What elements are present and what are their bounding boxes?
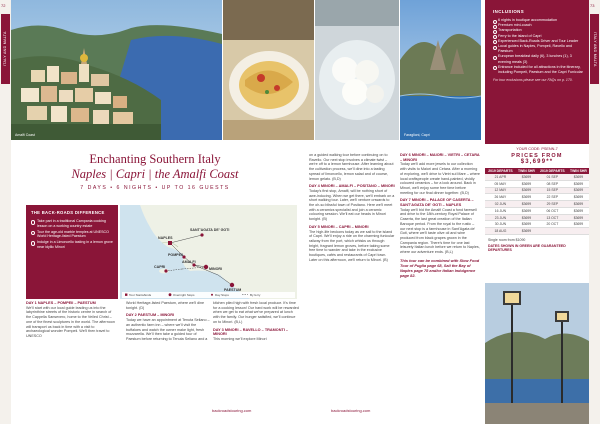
table-cell: $3699 bbox=[516, 214, 537, 221]
inclusion-item: European breakfast daily (6), 3 lunches (1), 3 evening meals (3) bbox=[493, 54, 583, 64]
right-side-tab bbox=[589, 0, 600, 424]
single-room-price: Single room from $1090 bbox=[488, 238, 526, 243]
table-row bbox=[485, 187, 589, 194]
table-cell: 06 OCT bbox=[537, 207, 568, 214]
departures-table bbox=[485, 168, 589, 235]
tour-meta: 7 DAYS • 6 NIGHTS • UP TO 16 GUESTS bbox=[80, 185, 230, 191]
day-text: Today we'll add more jewels to our collection with visits to Maiori and Cetara. After a morning of exploring, we'll drive to Vietri sul Mare – where local craftspeople create hand-painted, vividly coloured ceramics – for a look around. Back in Minori, we'll enjoy some free time before meeting for our final dinner together. (B,D) bbox=[400, 162, 480, 195]
amalfi-street-photo bbox=[485, 283, 589, 424]
table-cell: 18 AUG bbox=[485, 228, 516, 235]
table-cell: $3699 bbox=[568, 207, 589, 214]
table-cell: $3699 bbox=[516, 221, 537, 228]
inclusions-panel bbox=[485, 0, 589, 144]
map-label-paestum: PAESTUM bbox=[224, 288, 242, 292]
table-cell: 29 SEP bbox=[537, 201, 568, 208]
route-map bbox=[120, 205, 297, 299]
itinerary-column-4 bbox=[309, 153, 395, 265]
table-cell: 22 SEP bbox=[537, 194, 568, 201]
map-legend-start: Tour Starts/Ends bbox=[129, 293, 152, 297]
table-header: 2019 DEPARTS bbox=[485, 168, 516, 174]
inclusions-list bbox=[493, 18, 583, 75]
table-cell: $3699 bbox=[516, 194, 537, 201]
table-row bbox=[485, 207, 589, 214]
tour-title: Enchanting Southern Italy bbox=[89, 152, 221, 166]
day-text: Today we have an appointment at Tenuta Seliano – an authentic farm inn – where we'll visit the buffaloes and watch the owner make light, fresh mozzarella. We'll then take a guided tour of Paestum before returning to Tenuta Seliano and a bbox=[126, 318, 210, 341]
inclusion-item: Ferry to the island of Capri bbox=[493, 34, 583, 39]
table-cell: $3699 bbox=[568, 194, 589, 201]
title-block bbox=[11, 140, 299, 191]
capri-photo bbox=[400, 0, 481, 140]
price-amount: $3,699** bbox=[520, 159, 554, 165]
back-roads-heading: THE BACK-ROADS DIFFERENCE bbox=[31, 210, 105, 215]
itinerary-column-2 bbox=[126, 301, 212, 345]
amalfi-photo bbox=[11, 0, 222, 140]
table-cell: $3699 bbox=[568, 174, 589, 180]
tour-subtitle: Naples | Capri | the Amalfi Coast bbox=[71, 167, 239, 181]
table-cell: $3699 bbox=[516, 201, 537, 208]
prices-panel bbox=[485, 147, 589, 253]
capri-caption: Faraglioni, Capri bbox=[404, 133, 430, 137]
map-legend-overnight: Overnight Stops bbox=[173, 293, 195, 297]
table-cell: 02 JUN bbox=[485, 201, 516, 208]
table-cell: 15 SEP bbox=[537, 187, 568, 194]
table-row bbox=[485, 228, 589, 235]
inclusions-note: For tour exclusions please see our FAQs on p. 170. bbox=[493, 78, 573, 83]
inclusion-item: 6 nights in boutique accommodation bbox=[493, 18, 583, 23]
itinerary-column-1 bbox=[26, 301, 116, 342]
itinerary-column-3 bbox=[213, 301, 299, 345]
table-row bbox=[485, 214, 589, 221]
back-roads-list bbox=[31, 219, 113, 249]
map-legend-day-stops: Day Stops bbox=[215, 293, 229, 297]
map-label-naples: NAPLES bbox=[158, 236, 173, 240]
back-roads-item: Indulge in a Limoncello tasting in a lemon grove near idyllic Minori bbox=[31, 240, 113, 249]
map-label-pompeii: POMPEII bbox=[168, 253, 183, 257]
inclusion-item: Premium mini-coach bbox=[493, 23, 583, 28]
day-heading: DAY 1 NAPLES – POMPEII – PAESTUM bbox=[26, 301, 96, 305]
table-cell: $3699 bbox=[568, 187, 589, 194]
table-cell: 23 JUN bbox=[485, 214, 516, 221]
map-legend-ferry: By ferry bbox=[250, 293, 261, 297]
map-label-sant-agata: SANT'AGATA DE' GOTI bbox=[190, 228, 230, 232]
table-cell: 20 OCT bbox=[537, 221, 568, 228]
map-label-minori: MINORI bbox=[209, 267, 222, 271]
table-row bbox=[485, 201, 589, 208]
tour-code: YOUR CODE: PSENN-7 bbox=[516, 147, 558, 151]
amalfi-caption: Amalfi Coast bbox=[15, 133, 35, 137]
pasta-illustration bbox=[223, 0, 314, 140]
table-cell: $3699 bbox=[568, 180, 589, 187]
day-heading: DAY 7 MINORI – PALACE OF CASERTA – SANT'AGATA DE' GOTI – NAPLES bbox=[400, 198, 474, 208]
map-label-capri: CAPRI bbox=[154, 265, 166, 269]
day-text: The high-life beckons today as we sail to the island of Capri. We'll enjoy a ride on the charming funicular railway from the port, which whisks us through bright, fragrant lemon groves, before taking some free time to wander and take in the exclusive boutiques, cafés and restaurants of Capri town. Later on this afternoon, we'll return to Minori. (B) bbox=[309, 229, 395, 262]
table-cell: 26 MAY bbox=[485, 194, 516, 201]
table-cell bbox=[537, 228, 568, 235]
inclusion-item: Experienced Back-Roads Driver and Tour Leader bbox=[493, 39, 583, 44]
back-roads-item: Tour the age-old marble temples at UNESCO World Heritage-listed Paestum bbox=[31, 230, 113, 239]
table-cell: 30 JUN bbox=[485, 221, 516, 228]
table-cell: 16 JUN bbox=[485, 207, 516, 214]
table-cell: $3699 bbox=[568, 201, 589, 208]
table-cell: 13 OCT bbox=[537, 214, 568, 221]
day-heading: DAY 6 MINORI – MAIORI – VIETRI – CETARA – MINORI bbox=[400, 153, 480, 162]
back-roads-item: Take part in a traditional Campania cooking lesson on a working country estate bbox=[31, 219, 113, 228]
table-row bbox=[485, 221, 589, 228]
day-text: on a guided walking tour before continuing on to Ravello. Our next stop involves a climate twist – we're off to a lemon farmhouse. After learning about the cultivation process, we'll dine into a tasting spread of limoncello, lemon salad and of course, lemon gelato. (B,D) bbox=[309, 153, 394, 181]
combine-tour-promo: This tour can be combined with Slow Food Tour of Puglia page 68, Sail the Bay of Naples page 78 and/or Italian Indulgence page 82. bbox=[400, 257, 480, 278]
inclusions-heading: INCLUSIONS bbox=[493, 9, 525, 14]
capri-illustration bbox=[400, 0, 481, 140]
table-cell bbox=[568, 228, 589, 235]
right-side-label: ITALY AND MALTA bbox=[590, 14, 599, 84]
table-cell: $3699 bbox=[516, 180, 537, 187]
table-cell: $3699 bbox=[516, 228, 537, 235]
pasta-photo bbox=[223, 0, 314, 140]
itinerary-column-5 bbox=[400, 153, 480, 281]
inclusion-item: Transportation bbox=[493, 28, 583, 33]
table-header: TWIN SHR bbox=[568, 168, 589, 174]
inclusion-item: Local guides in Naples, Pompeii, Ravello and Paestum bbox=[493, 44, 583, 54]
table-cell: 08 SEP bbox=[537, 180, 568, 187]
day-text: Today's first stop, Amalfi, will be nothing short of awe-inducing. When we get there, we'll embark on a short walking tour. Later, we'll venture onwards to the oh-so blissful town of Positano. Here we'll meet with a ceramics specialist and join a ceramic colouring session. We'll eat our heads in Minori tonight. (B) bbox=[309, 188, 395, 222]
left-side-label: ITALY AND MALTA bbox=[1, 14, 10, 84]
table-header: 2019 DEPARTS bbox=[537, 168, 568, 174]
mozzarella-photo bbox=[315, 0, 399, 140]
day-heading: DAY 2 PAESTUM – MINORI bbox=[126, 313, 175, 318]
amalfi-illustration bbox=[11, 0, 222, 140]
prices-from-label: PRICES FROM bbox=[511, 153, 563, 159]
map-label-amalfi: AMALFI bbox=[182, 260, 196, 264]
table-cell: 12 MAY bbox=[485, 187, 516, 194]
table-cell: 01 SEP bbox=[537, 174, 568, 180]
mozzarella-illustration bbox=[315, 0, 399, 140]
departures-rows bbox=[485, 174, 589, 235]
table-header: TWIN SHR bbox=[516, 168, 537, 174]
table-cell: $3699 bbox=[568, 214, 589, 221]
left-page-number: 72 bbox=[1, 3, 6, 8]
table-cell: $3699 bbox=[568, 221, 589, 228]
day-text: We'll start with our local guide leading us into the labyrinthine streets of the historic centre in search of the Cappella Sansevero, home to the Veiled Christ – one of the finest sculptures in the world. The afternoon will transport us back in time with a visit to archaeological wonder Pompeii. We'll then travel to UNESCO bbox=[26, 305, 115, 338]
route-map-graphic bbox=[120, 205, 297, 299]
guaranteed-departures-note: DATES SHOWN IN GREEN ARE GUARANTEED DEPARTURES bbox=[488, 244, 566, 253]
right-page-number: 73 bbox=[590, 3, 595, 8]
table-cell: $3699 bbox=[516, 207, 537, 214]
day-text: Today we'll bid the Amalfi Coast a fond farewell and drive to the 18th-century Royal Palace of Caserta, the last great creation of the Italian Baroque period. From the royal to the rustic – our next stop is a farmhouse in Sant'Agata de' Goti, where we'll taste olive oil and wine produced from black grapes grown in the Campania region. There's time for one last leisurely Italian lunch before we return to Naples, where our adventure ends. (B,L) bbox=[400, 207, 480, 255]
left-side-tab bbox=[0, 0, 11, 424]
table-cell: 21 APR bbox=[485, 174, 516, 180]
day-text: World Heritage-listed Paestum, where we'll dine tonight. (D) bbox=[126, 301, 205, 310]
day-heading: DAY 5 MINORI – CAPRI – MINORI bbox=[309, 224, 369, 229]
street-illustration bbox=[485, 283, 589, 424]
inclusion-item: Entrance included for all attractions in the itinerary, including Pompeii, Paestum and the Capri Funicular bbox=[493, 65, 583, 75]
day-heading: DAY 3 MINORI – RAVELLO – TRAMONTI – MINORI bbox=[213, 327, 289, 337]
table-cell: 05 MAY bbox=[485, 180, 516, 187]
table-row bbox=[485, 194, 589, 201]
back-roads-difference-box bbox=[26, 205, 118, 299]
website-link-right[interactable]: backroadstouring.com bbox=[331, 408, 371, 413]
table-row bbox=[485, 180, 589, 187]
day-text: This morning we'll explore Minori bbox=[213, 336, 267, 341]
website-link-left[interactable]: backroadstouring.com bbox=[212, 408, 252, 413]
day-heading: DAY 4 MINORI – AMALFI – POSITANO – MINORI bbox=[309, 184, 395, 189]
table-cell: $3699 bbox=[516, 187, 537, 194]
table-cell: $3699 bbox=[516, 174, 537, 180]
day-text: kitchen piled high with fresh local produce. It's time for a cooking lesson! Our hard work will be rewarded when we get to eat what we've prepared at lunch with the family. Our hunger satisfied, we'll continue on to Minori. (B,L) bbox=[213, 301, 299, 324]
